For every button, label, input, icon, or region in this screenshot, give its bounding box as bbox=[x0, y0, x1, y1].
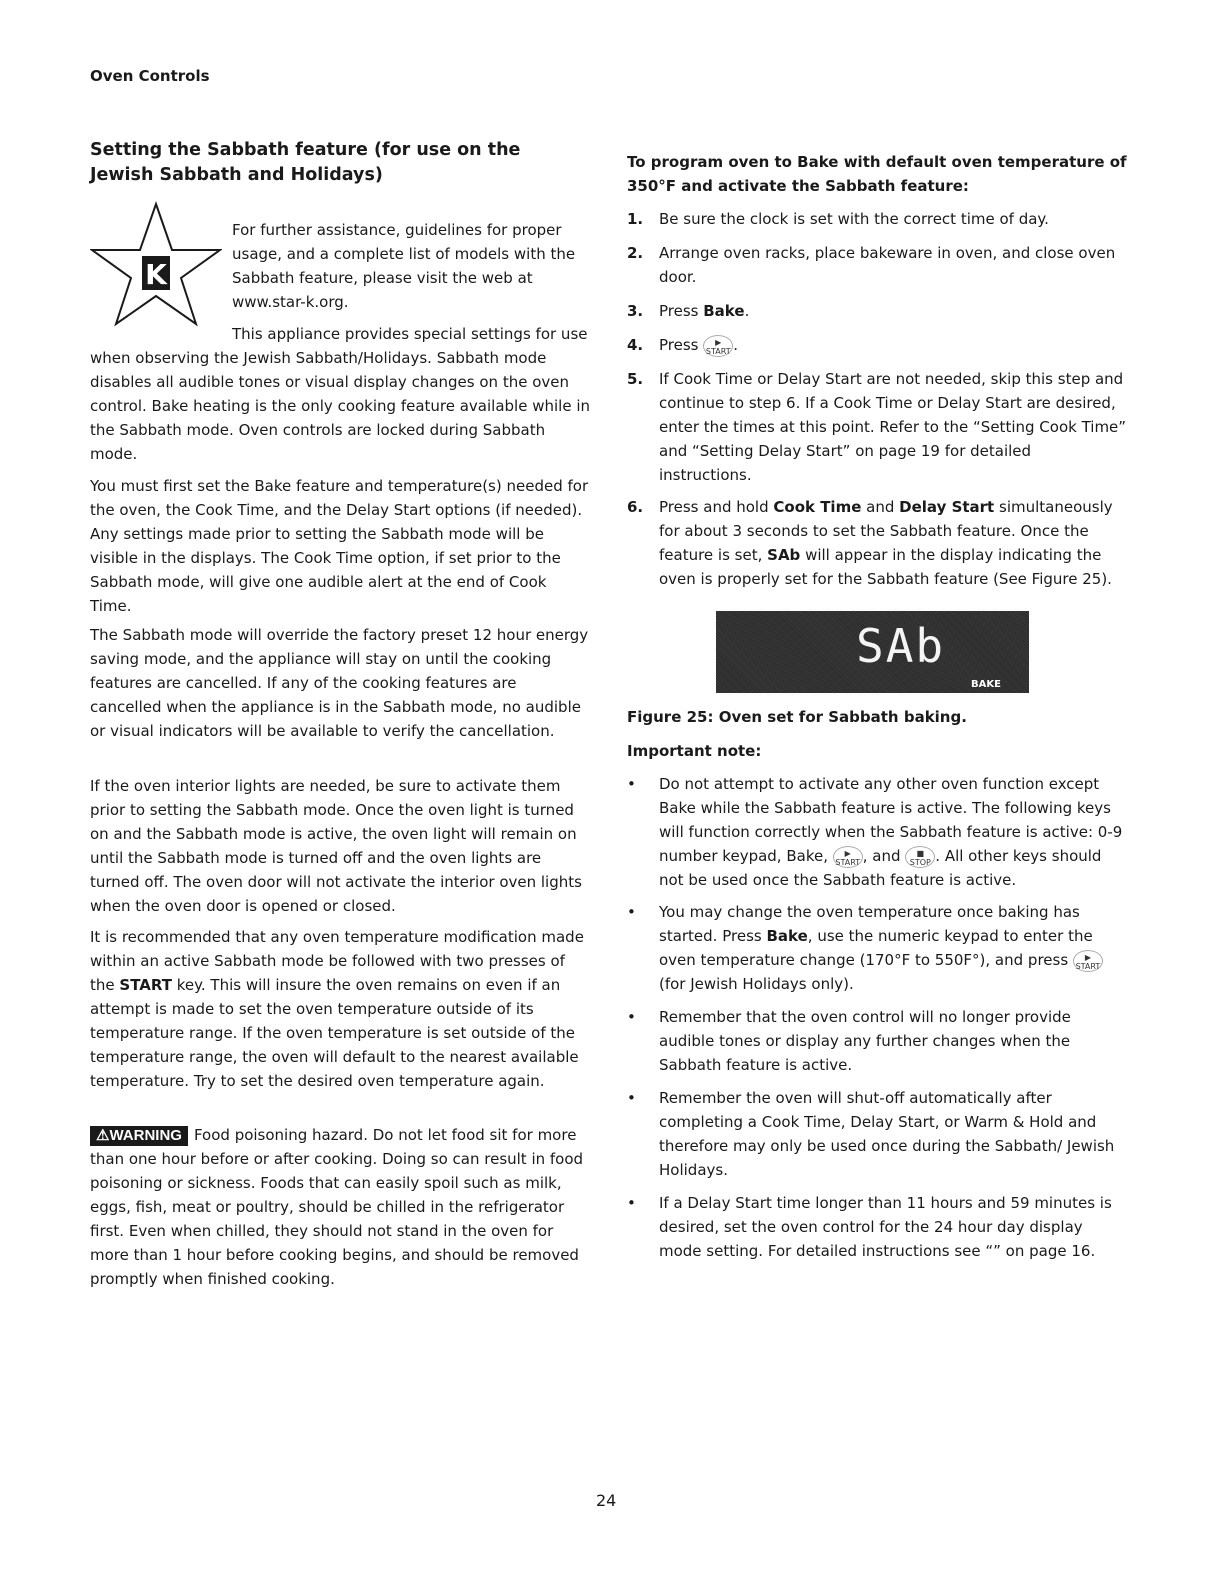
step-1: 1. Be sure the clock is set with the correct time of day. bbox=[627, 210, 1049, 228]
bullet-5: • If a Delay Start time longer than 11 hours and 59 minutes is desired, set the oven control for the 24 hour day display mode setting. For detailed instructions see “” on page 16. bbox=[627, 1194, 1112, 1260]
display-mode-label: BAKE bbox=[971, 679, 1001, 690]
bullet-4: • Remember the oven will shut-off automatically after completing a Cook Time, Delay Start, or Warm & Hold and therefore may only be used once during the Sabbath/ Jewish Holidays. bbox=[627, 1089, 1115, 1179]
display-readout: SAb bbox=[856, 619, 946, 673]
figure-caption: Figure 25: Oven set for Sabbath baking. bbox=[627, 708, 967, 726]
warning-paragraph: ⚠WARNING Food poisoning hazard. Do not let food sit for more than one hour before or after cooking. Doing so can result in food poisoning or sickness. Foods that can easily spoil such as milk, eggs, fish, meat or poultry, should be chilled in the refrigerator first. Even when chilled, they should not stand in the oven for more than 1 hour before cooking begins, and should be removed promptly when finished cooking. bbox=[90, 1126, 584, 1288]
start-key-icon: ▶ START bbox=[833, 846, 863, 868]
paragraph-2: You must first set the Bake feature and temperature(s) needed for the oven, the Cook Time, and the Delay Start options (if needed). Any settings made prior to setting the Sabbath mode will be visible in the displays. The Cook Time option, if set prior to the Sabbath mode, will give one audible alert at the end of Cook Time. bbox=[90, 477, 589, 615]
procedure-heading: To program oven to Bake with default oven temperature of 350°F and activate the Sabbath feature: bbox=[627, 153, 1127, 195]
warning-badge: ⚠WARNING bbox=[90, 1126, 188, 1146]
logo-letter: K bbox=[145, 258, 167, 291]
step-list bbox=[627, 207, 1127, 607]
paragraph-3: The Sabbath mode will override the factory preset 12 hour energy saving mode, and the appliance will stay on until the cooking features are cancelled. If any of the cooking features are cancelled when the appliance is in the Sabbath mode, no audible or visual indicators will be available to verify the cancellation. bbox=[90, 626, 589, 740]
page-title: Setting the Sabbath feature (for use on the Jewish Sabbath and Holidays) bbox=[90, 140, 521, 185]
star-icon bbox=[90, 200, 222, 328]
start-key-icon: ▶ START bbox=[703, 335, 733, 357]
oven-display-figure bbox=[716, 611, 1029, 693]
section-header: Oven Controls bbox=[90, 67, 210, 85]
paragraph-5: It is recommended that any oven temperature modification made within an active Sabbath mode be followed with two presses of the START key. This will insure the oven remains on even if an attempt is made to set the oven temperature outside of its temperature range. If the oven temperature is set outside of the temperature range, the oven will default to the nearest available temperature. Try to set the desired oven temperature again. bbox=[90, 928, 584, 1090]
stop-key-icon: ■ STOP bbox=[905, 846, 935, 868]
step-2: 2. Arrange oven racks, place bakeware in oven, and close oven door. bbox=[627, 244, 1116, 286]
note-heading: Important note: bbox=[627, 742, 762, 760]
step-3: 3. Press Bake. bbox=[627, 302, 750, 320]
page-number: 24 bbox=[596, 1491, 617, 1510]
note-bullets bbox=[627, 772, 1127, 1272]
bullet-2: • You may change the oven temperature once baking has started. Press Bake, use the numeric keypad to enter the oven temperature change (170°F to 550F°), and press ▶ START (for Jewish Holidays only). bbox=[627, 900, 1127, 996]
star-k-logo bbox=[90, 200, 222, 328]
paragraph-1: This appliance provides special settings for use when observing the Jewish Sabbath/Holidays. Sabbath mode disables all audible tones or visual display changes on the oven control. Bake heating is the only cooking feature available while in the Sabbath mode. Oven controls are locked during Sabbath mode. bbox=[90, 325, 590, 463]
step-6: 6. Press and hold Cook Time and Delay Start simultaneously for about 3 seconds to set the Sabbath feature. Once the feature is set, SAb will appear in the display indicating the oven is properly set for the Sabbath feature (See Figure 25). bbox=[627, 498, 1113, 588]
intro-paragraph: For further assistance, guidelines for proper usage, and a complete list of models with the Sabbath feature, please visit the web at www.star-k.org. bbox=[232, 221, 576, 311]
step-5: 5. If Cook Time or Delay Start are not needed, skip this step and continue to step 6. If a Cook Time or Delay Start are desired, enter the times at this point. Refer to the “Setting Cook Time” and “Setting Delay Start” on page 19 for detailed instructions. bbox=[627, 370, 1127, 484]
step-4: 4. Press ▶ START . bbox=[627, 336, 739, 356]
paragraph-4: If the oven interior lights are needed, be sure to activate them prior to setting the Sabbath mode. Once the oven light is turned on and the Sabbath mode is active, the oven light will remain on until the Sabbath mode is turned off and the oven lights are turned off. The oven door will not activate the interior oven lights when the oven door is opened or closed. bbox=[90, 777, 582, 915]
start-key-icon: ▶ START bbox=[1073, 950, 1103, 972]
bullet-3: • Remember that the oven control will no longer provide audible tones or display any further changes when the Sabbath feature is active. bbox=[627, 1008, 1071, 1074]
bullet-1: • Do not attempt to activate any other oven function except Bake while the Sabbath feature is active. The following keys will function correctly when the Sabbath feature is active: 0-9 number keypad, Bake, ▶ START , and ■ STOP . All other keys should not be used once the Sabbath feature is active. bbox=[627, 775, 1123, 889]
